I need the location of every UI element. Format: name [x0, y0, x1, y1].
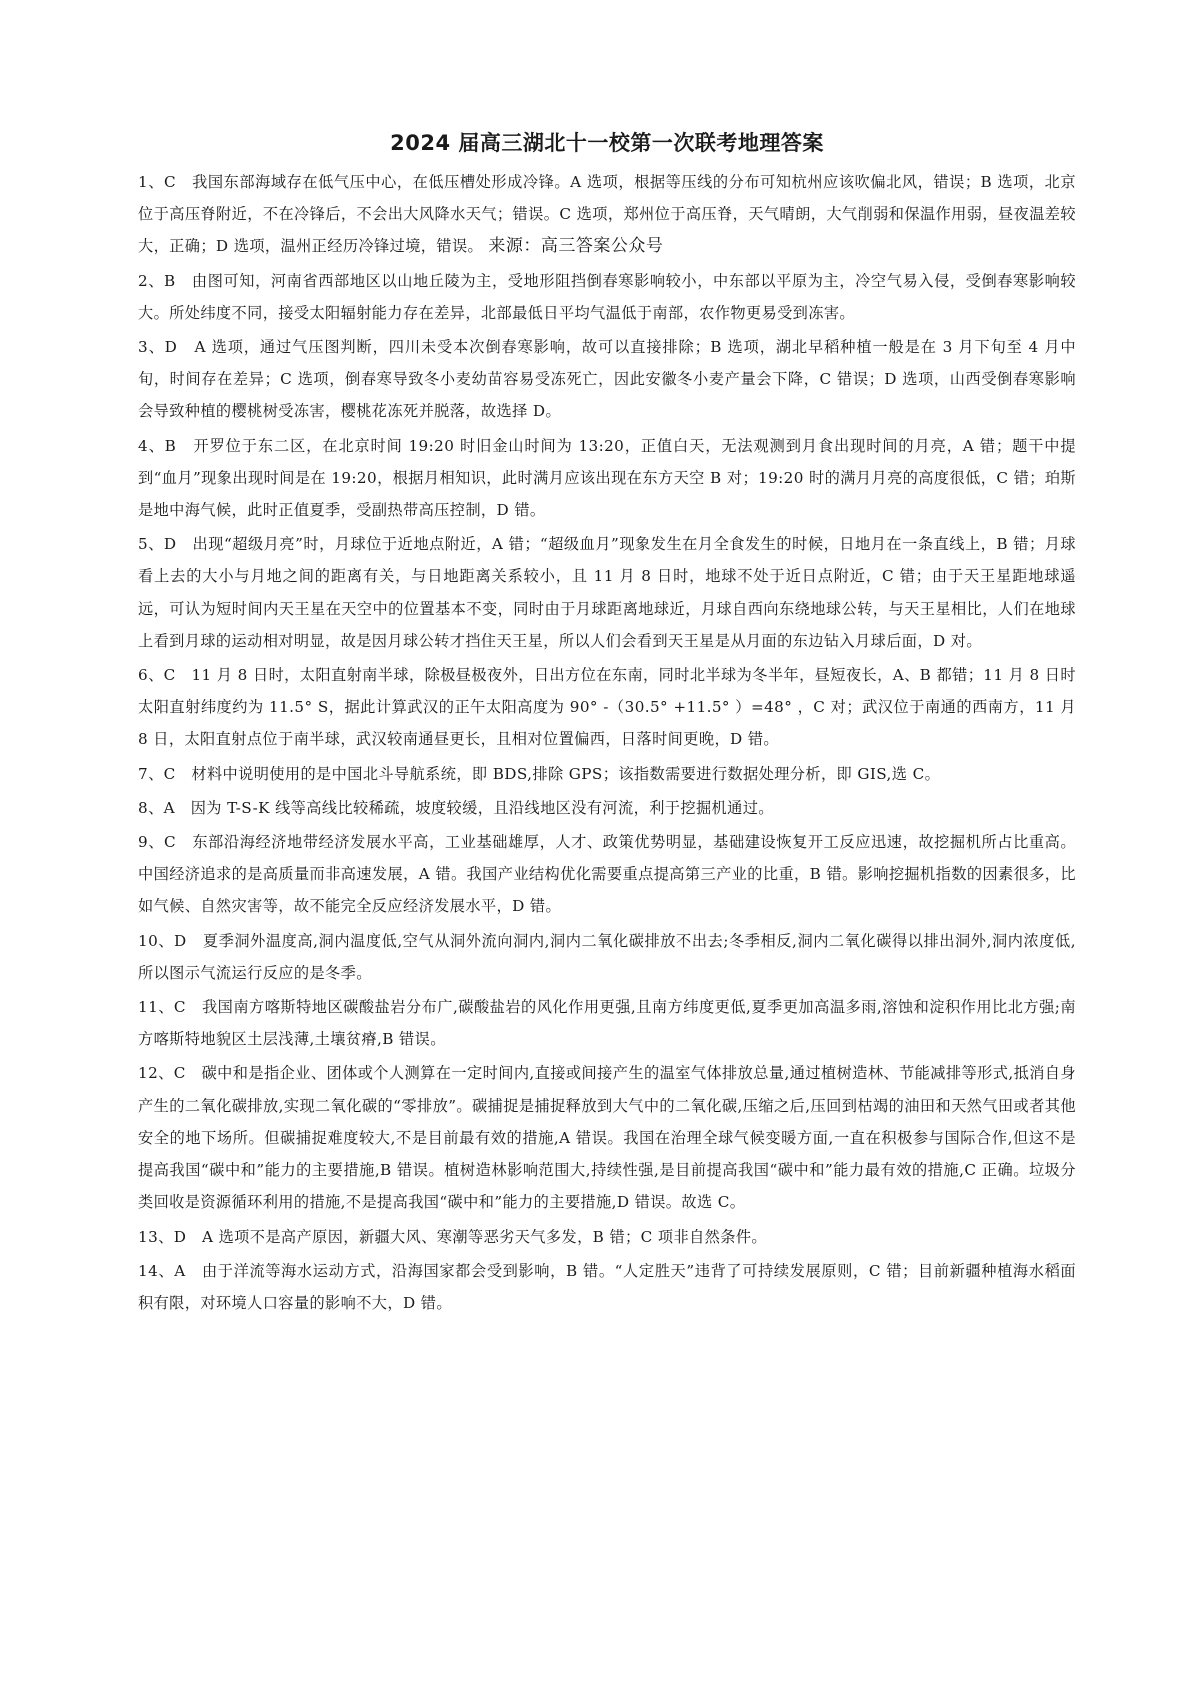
answer-text: 出现“超级月亮”时，月球位于近地点附近，A 错；“超级血月”现象发生在月全食发生的时候，日地月在一条直线上，B 错；月球看上去的大小与月地之间的距离有关，与日地距离关系较小，且 11 月 8 日时，地球不处于近日点附近，C 错；由于天王星距地球遥远，可认为短时间内天王星在天空中的位置基本不变，同时由于月球距离地球近，月球自西向东绕地球公转，与天王星相比，人们在地球上看到月球的运动相对明显，故是因月球公转才挡住天王星，所以人们会看到天王星是从月面的东边钻入月球后面，D 对。 [138, 535, 1077, 650]
answer-text: 东部沿海经济地带经济发展水平高，工业基础雄厚，人才、政策优势明显，基础建设恢复开工反应迅速，故挖掘机所占比重高。中国经济追求的是高质量而非高速发展，A 错。我国产业结构优化需要重点提高第三产业的比重，B 错。影响挖掘机指数的因素很多，比如气候、自然灾害等，故不能完全反应经济发展水平，D 错。 [138, 833, 1076, 916]
answer-text: A 选项不是高产原因，新疆大风、寒潮等恶劣天气多发，B 错；C 项非自然条件。 [201, 1227, 768, 1246]
answer-text: 夏季洞外温度高,洞内温度低,空气从洞外流向洞内,洞内二氧化碳排放不出去;冬季相反,洞内二氧化碳得以排出洞外,洞内浓度低,所以图示气流运行反应的是冬季。 [138, 931, 1076, 982]
answer-number: 14、A [138, 1261, 186, 1280]
answer-item-7 [138, 758, 1076, 790]
answer-number: 11、C [138, 998, 186, 1017]
answer-text: 因为 T-S-K 线等高线比较稀疏，坡度较缓，且沿线地区没有河流，利于挖掘机通过。 [190, 798, 774, 817]
answer-item-1 [138, 166, 1076, 263]
answer-text: A 选项，通过气压图判断，四川未受本次倒春寒影响，故可以直接排除；B 选项，湖北早稻种植一般是在 3 月下旬至 4 月中旬，时间存在差异；C 选项，倒春寒导致冬小麦幼苗容易受冻死亡，因此安徽冬小麦产量会下降，C 错误；D 选项，山西受倒春寒影响会导致种植的樱桃树受冻害，樱桃花冻死并脱落，故选择 D。 [138, 338, 1077, 421]
answer-item-14 [138, 1255, 1076, 1319]
answer-number: 13、D [138, 1227, 187, 1246]
answer-item-6 [138, 659, 1076, 756]
source-note: 来源：高三答案公众号 [488, 236, 664, 257]
answer-number: 1、C [138, 173, 176, 191]
answer-text: 11 月 8 日时，太阳直射南半球，除极昼极夜外，日出方位在东南，同时北半球为冬半年，昼短夜长，A、B 都错；11 月 8 日时太阳直射纬度约为 11.5° S，据此计算武汉的正午太阳高度为 90° -（30.5° +11.5° ）=48° ，C 对；武汉位于南通的西南方，11 月 8 日，太阳直射点位于南半球，武汉较南通昼更长，且相对位置偏西，日落时间更晚，D 错。 [138, 666, 1076, 749]
answer-number: 9、C [138, 833, 177, 852]
answer-number: 3、D [138, 338, 178, 357]
answer-number: 8、A [138, 798, 176, 817]
answer-item-10 [138, 925, 1076, 989]
answer-text: 开罗位于东二区，在北京时间 19:20 时旧金山时间为 13:20，正值白天，无法观测到月食出现时间的月亮，A 错；题干中提到“血月”现象出现时间是在 19:20，根据月相知识，此时满月应该出现在东方天空 B 对；19:20 时的满月月亮的高度很低，C 错；珀斯是地中海气候，此时正值夏季，受副热带高压控制，D 错。 [138, 436, 1076, 520]
answer-number: 5、D [138, 535, 177, 554]
answer-text: 我国东部海域存在低气压中心，在低压槽处形成冷锋。A 选项，根据等压线的分布可知杭州应该吹偏北风，错误；B 选项，北京位于高压脊附近，不在冷锋后，不会出大风降水天气；错误。C 选项，郑州位于高压脊，天气晴朗，大气削弱和保温作用弱，昼夜温差较大，正确；D 选项，温州正经历冷锋过境，错误。 [138, 173, 1077, 256]
answer-text: 材料中说明使用的是中国北斗导航系统，即 BDS,排除 GPS；该指数需要进行数据处理分析，即 GIS,选 C。 [191, 764, 941, 783]
answer-text: 我国南方喀斯特地区碳酸盐岩分布广,碳酸盐岩的风化作用更强,且南方纬度更低,夏季更加高温多雨,溶蚀和淀积作用比北方强;南方喀斯特地貌区土层浅薄,土壤贫瘠,B 错误。 [138, 998, 1077, 1049]
answer-number: 12、C [138, 1064, 186, 1083]
answer-number: 4、B [138, 436, 177, 455]
answer-item-2 [138, 265, 1076, 329]
answer-list [138, 166, 1076, 1319]
answer-number: 7、C [138, 764, 176, 783]
answer-item-12 [138, 1057, 1076, 1218]
answer-number: 2、B [138, 271, 176, 290]
answer-item-3 [138, 331, 1076, 428]
answer-text: 由图可知，河南省西部地区以山地丘陵为主，受地形阻挡倒春寒影响较小，中东部以平原为主，冷空气易入侵，受倒春寒影响较大。所处纬度不同，接受太阳辐射能力存在差异，北部最低日平均气温低于南部，农作物更易受到冻害。 [138, 271, 1076, 322]
page-title: 2024 届高三湖北十一校第一次联考地理答案 [390, 131, 824, 155]
answer-item-9 [138, 826, 1076, 923]
answer-item-4 [138, 430, 1076, 527]
answer-item-8 [138, 792, 1076, 824]
answer-item-11 [138, 991, 1076, 1055]
answer-text: 碳中和是指企业、团体或个人测算在一定时间内,直接或间接产生的温室气体排放总量,通过植树造林、节能减排等形式,抵消自身产生的二氧化碳排放,实现二氧化碳的“零排放”。碳捕捉是捕捉释放到大气中的二氧化碳,压缩之后,压回到枯竭的油田和天然气田或者其他安全的地下场所。但碳捕捉难度较大,不是目前最有效的措施,A 错误。我国在治理全球气候变暖方面,一直在积极参与国际合作,但这不是提高我国“碳中和”能力的主要措施,B 错误。植树造林影响范围大,持续性强,是目前提高我国“碳中和”能力最有效的措施,C 正确。垃圾分类回收是资源循环利用的措施,不是提高我国“碳中和”能力的主要措施,D 错误。故选 C。 [138, 1064, 1077, 1212]
answer-item-13 [138, 1221, 1076, 1253]
answer-item-5 [138, 528, 1076, 657]
answer-number: 6、C [138, 666, 176, 685]
answer-number: 10、D [138, 931, 187, 950]
answer-text: 由于洋流等海水运动方式，沿海国家都会受到影响，B 错。“人定胜天”违背了可持续发展原则，C 错；目前新疆种植海水稻面积有限，对环境人口容量的影响不大，D 错。 [138, 1261, 1076, 1312]
